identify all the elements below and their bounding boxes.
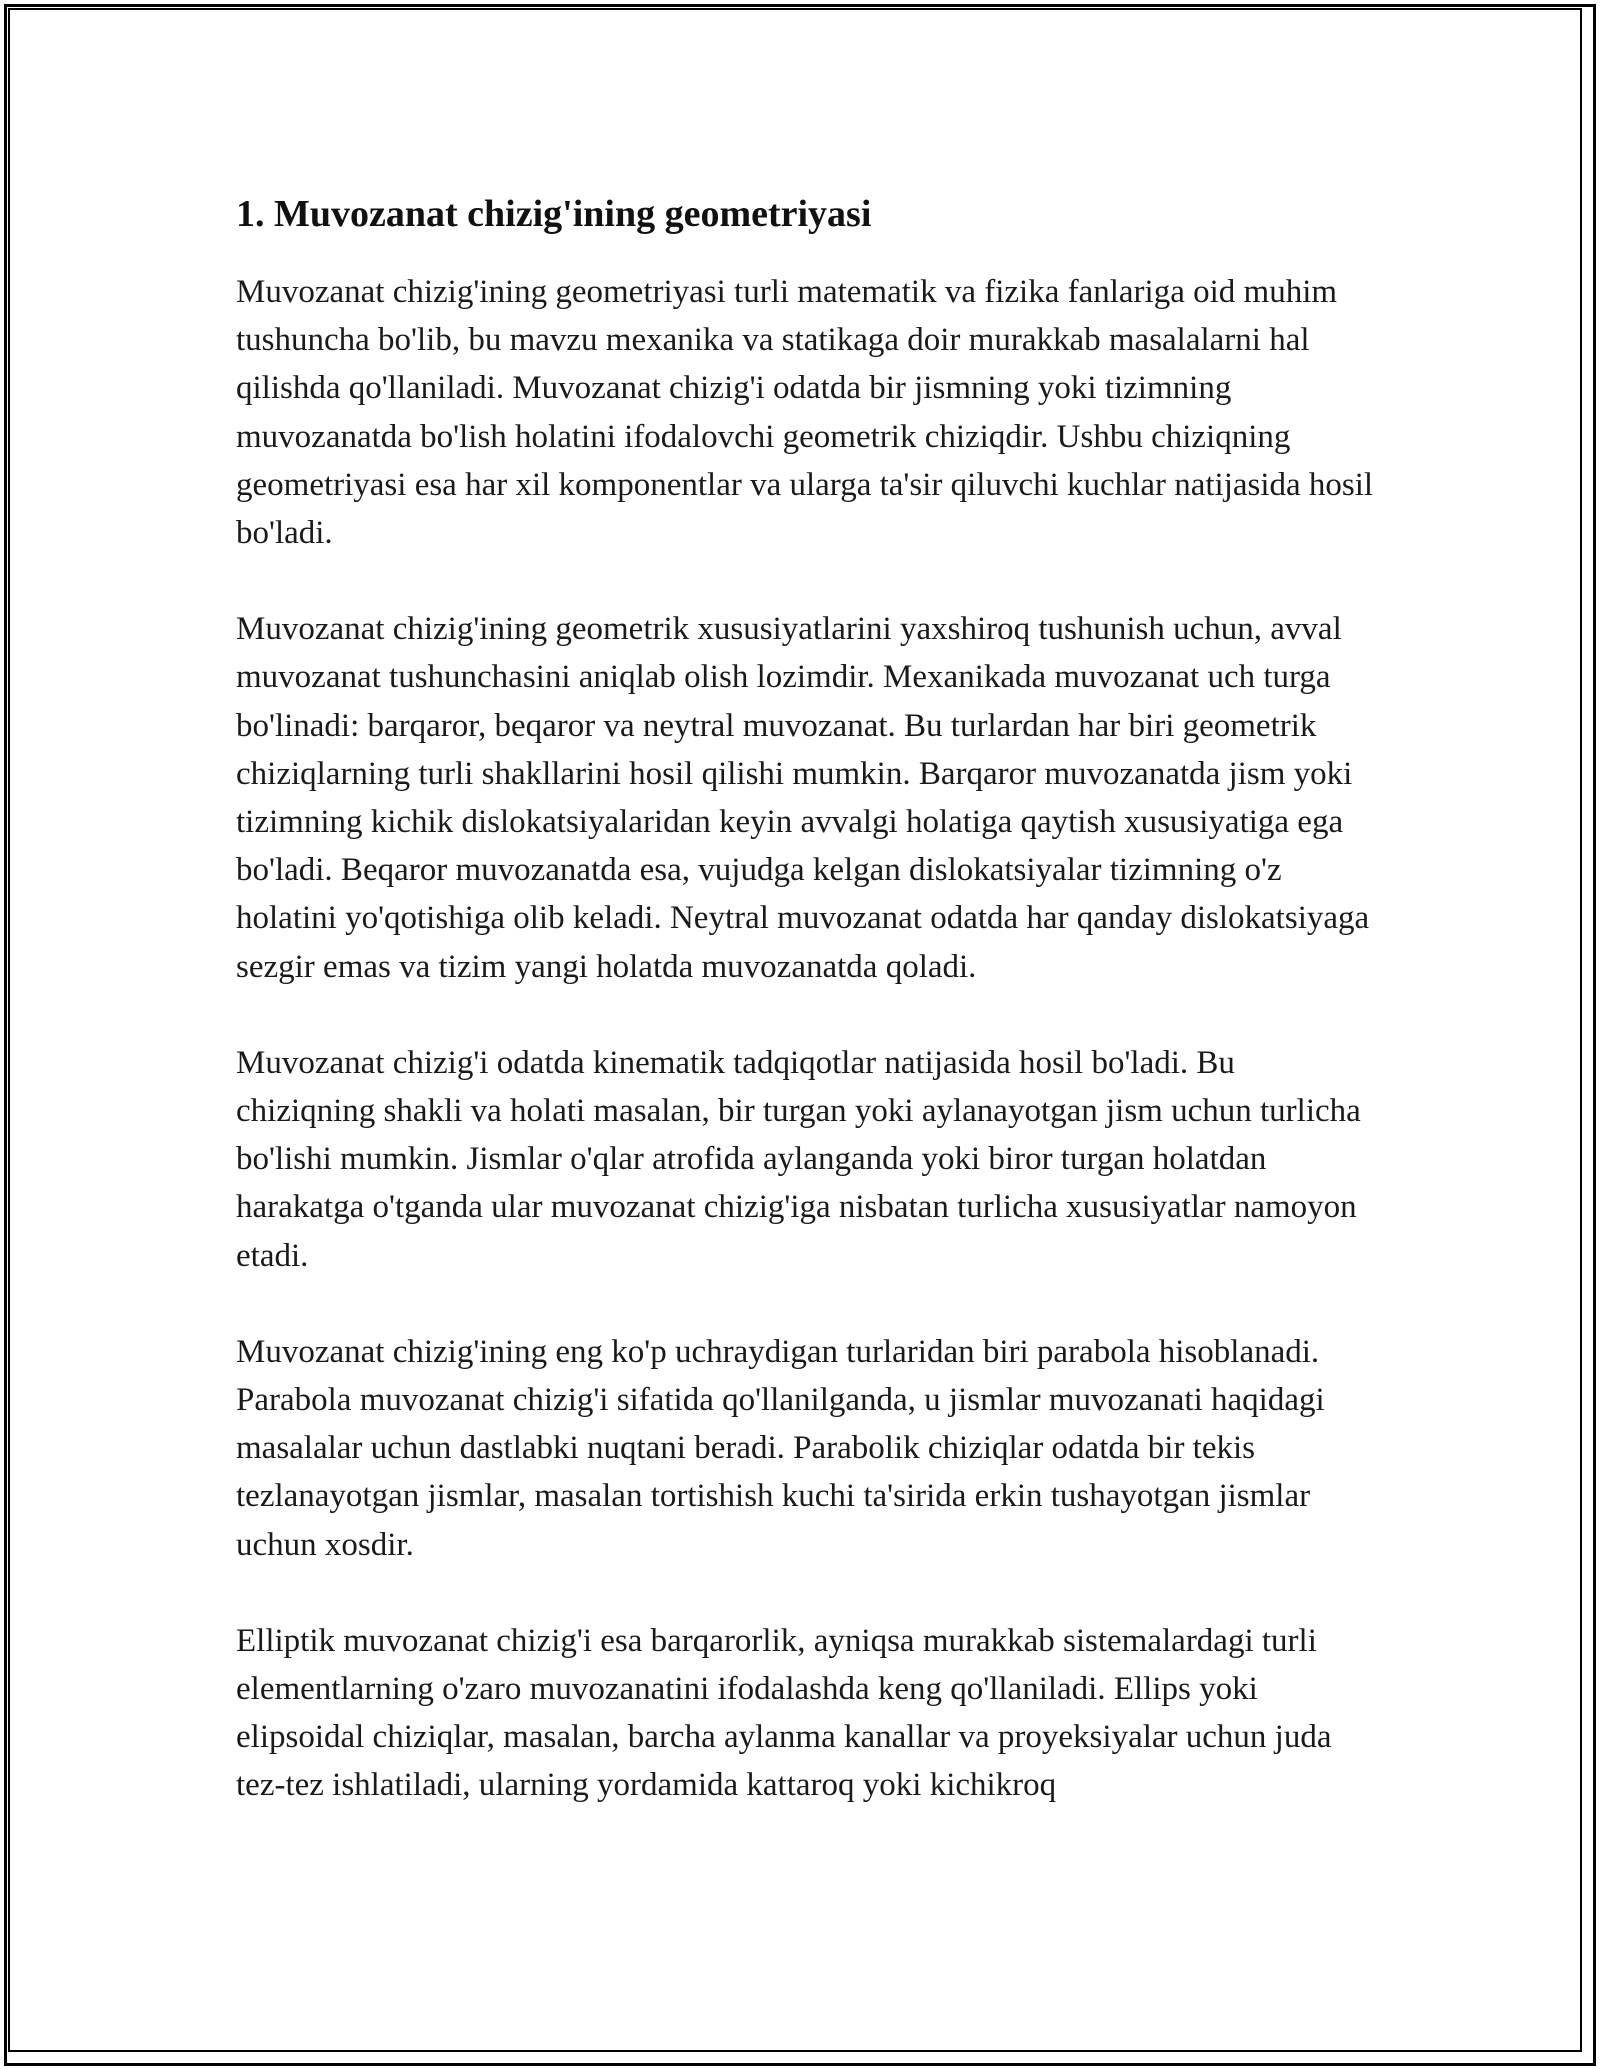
paragraph-4: Muvozanat chizig'ining eng ko'p uchraydigan turlaridan biri parabola hisoblanadi. Parabola muvozanat chizig'i sifatida qo'llanilganda, u jismlar muvozanati haqidagi masalalar uchun dastlabki nuqtani beradi. Parabolik chiziqlar odatda bir tekis tezlanayotgan jismlar, masalan tortishish kuchi ta'sirida erkin tushayotgan jismlar uchun xosdir. <box>236 1333 1325 1563</box>
paragraph-5: Elliptik muvozanat chizig'i esa barqarorlik, ayniqsa murakkab sistemalardagi turli elementlarning o'zaro muvozanatini ifodalashda keng qo'llaniladi. Ellips yoki elipsoidal chiziqlar, masalan, barcha aylanma kanallar va proyeksiyalar uchun juda tez-tez ishlatiladi, ularning yordamida kattaroq yoki kichikroq <box>236 1622 1332 1804</box>
paragraph-1: Muvozanat chizig'ining geometriyasi turli matematik va fizika fanlariga oid muhim tushuncha bo'lib, bu mavzu mexanika va statikaga doir murakkab masalalarni hal qilishda qo'llaniladi. Muvozanat chizig'i odatda bir jismning yoki tizimning muvozanatda bo'lish holatini ifodalovchi geometrik chiziqdir. Ushbu chiziqning geometriyasi esa har xil komponentlar va ularga ta'sir qiluvchi kuchlar natijasida hosil bo'ladi. <box>236 274 1374 552</box>
paragraph-2: Muvozanat chizig'ining geometrik xususiyatlarini yaxshiroq tushunish uchun, avval muvozanat tushunchasini aniqlab olish lozimdir. Mexanikada muvozanat uch turga bo'linadi: barqaror, beqaror va neytral muvozanat. Bu turlardan har biri geometrik chiziqlarning turli shakllarini hosil qilishi mumkin. Barqaror muvozanatda jism yoki tizimning kichik dislokatsiyalaridan keyin avvalgi holatiga qaytish xususiyatiga ega bo'ladi. Beqaror muvozanatda esa, vujudga kelgan dislokatsiyalar tizimning o'z holatini yo'qotishiga olib keladi. Neytral muvozanat odatda har qanday dislokatsiyaga sezgir emas va tizim yangi holatda muvozanatda qoladi. <box>236 611 1370 985</box>
section-heading: 1. Muvozanat chizig'ining geometriyasi <box>236 193 872 235</box>
document-body <box>236 188 1376 1858</box>
paragraph-3: Muvozanat chizig'i odatda kinematik tadqiqotlar natijasida hosil bo'ladi. Bu chiziqning shakli va holati masalan, bir turgan yoki aylanayotgan jism uchun turlicha bo'lishi mumkin. Jismlar o'qlar atrofida aylanganda yoki biror turgan holatdan harakatga o'tganda ular muvozanat chizig'iga nisbatan turlicha xususiyatlar namoyon etadi. <box>236 1044 1361 1274</box>
